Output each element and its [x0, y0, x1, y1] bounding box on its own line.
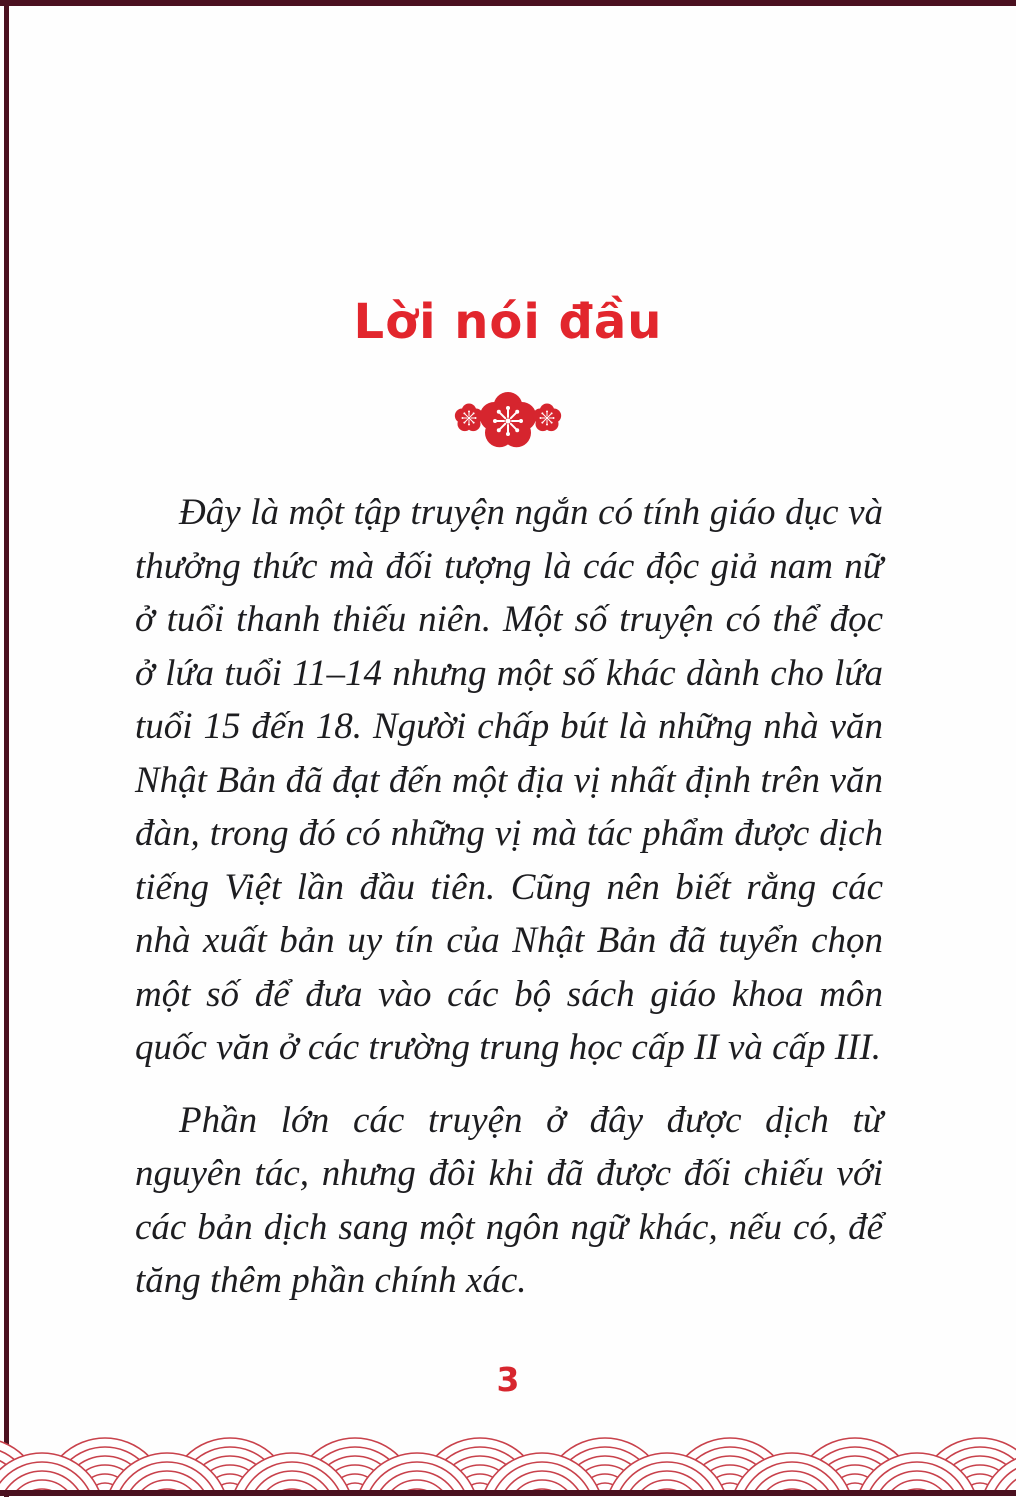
page-frame-left-line	[4, 0, 9, 1497]
page-frame-bottom-line	[0, 1490, 1016, 1496]
flower-icon-large-center	[480, 392, 537, 447]
page-frame-top-line	[0, 0, 1016, 6]
plum-blossom-ornament	[0, 388, 1016, 452]
flower-trio-icon	[433, 388, 583, 452]
flower-icon-small-right	[533, 404, 561, 432]
page-title: Lời nói đầu	[353, 294, 663, 350]
preface-body	[135, 486, 883, 1327]
page-number: 3	[496, 1360, 520, 1399]
seigaiha-wave-border	[0, 1428, 1016, 1490]
paragraph-2: Phần lớn các truyện ở đây được dịch từ nguyên tác, nhưng đôi khi đã được đối chiếu với các bản dịch sang một ngôn ngữ khác, nếu có, để tăng thêm phần chính xác.	[135, 1099, 883, 1301]
flower-icon-small-left	[455, 404, 483, 432]
paragraph-1: Đây là một tập truyện ngắn có tính giáo dục và thưởng thức mà đối tượng là các độc giả nam nữ ở tuổi thanh thiếu niên. Một số truyện có thể đọc ở lứa tuổi 11–14 nhưng một số khác dành cho lứa tuổi 15 đến 18. Người chấp bút là những nhà văn Nhật Bản đã đạt đến một địa vị nhất định trên văn đàn, trong đó có những vị mà tác phẩm được dịch tiếng Việt lần đầu tiên. Cũng nên biết rằng các nhà xuất bản uy tín của Nhật Bản đã tuyển chọn một số để đưa vào các bộ sách giáo khoa môn quốc văn ở các trường trung học cấp II và cấp III.	[135, 492, 883, 1068]
